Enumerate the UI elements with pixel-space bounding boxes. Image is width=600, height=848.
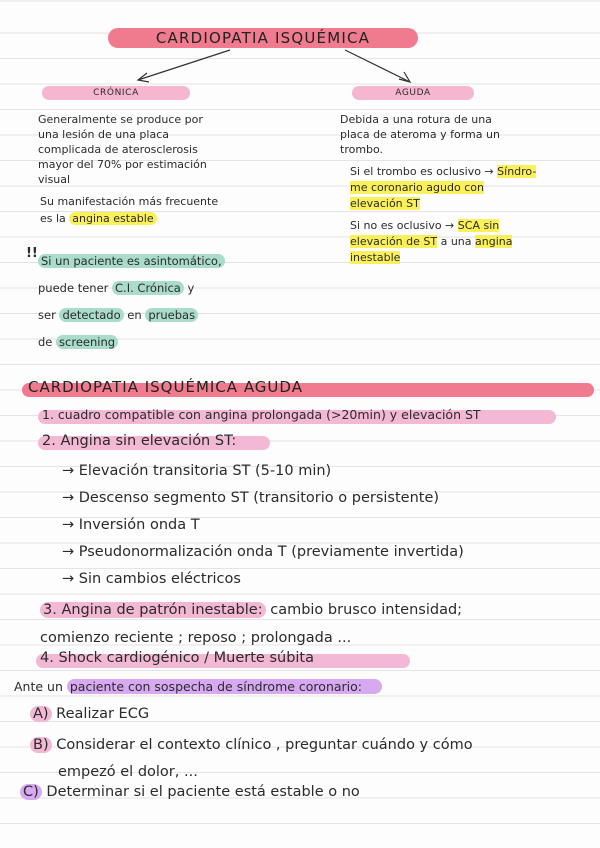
step-b-line2: empezó el dolor, ... xyxy=(58,764,198,780)
cronica-description xyxy=(38,112,207,187)
step-c-text: Determinar si el paciente está estable o no xyxy=(41,784,360,800)
aguda-item-no-oclusivo xyxy=(350,218,512,266)
aguda-item1-line2 xyxy=(350,180,536,196)
aguda-item-oclusivo xyxy=(350,164,536,212)
aguda-item2-text: Si no es oclusivo → xyxy=(350,219,458,232)
sca-highlight: Síndro- xyxy=(497,165,537,178)
acute-item-3-line1 xyxy=(40,596,462,624)
ante-paciente-line xyxy=(14,679,382,694)
sca-highlight: me coronario agudo con xyxy=(350,181,484,194)
step-a xyxy=(30,706,149,722)
acute-subitems xyxy=(62,458,464,593)
note-text: ser xyxy=(38,308,60,322)
step-b-line1 xyxy=(30,732,473,759)
note-text: de xyxy=(38,335,57,349)
angina-highlight: inestable xyxy=(350,251,401,264)
cronica-text-line: visual xyxy=(38,173,71,186)
aguda-text-line: trombo. xyxy=(340,143,384,156)
aguda-item1-line3 xyxy=(350,196,536,212)
step-c-label: C) xyxy=(20,784,42,800)
step-b xyxy=(30,732,473,786)
cronica-note xyxy=(38,248,225,356)
note-text: puede tener xyxy=(38,281,113,295)
cronica-manifestation xyxy=(40,193,218,227)
subitem: → Descenso segmento ST (transitorio o persistente) xyxy=(62,490,440,506)
item3-highlight: 3. Angina de patrón inestable: xyxy=(40,602,266,618)
aguda-label xyxy=(352,86,474,100)
page-title-text: CARDIOPATIA ISQUÉMICA xyxy=(155,29,371,47)
cronica-text-line: una lesión de una placa xyxy=(38,128,169,141)
cronica-manifestation-line2 xyxy=(40,210,218,227)
note-line-3 xyxy=(38,302,225,329)
note-text: en xyxy=(123,308,146,322)
acute-item-3 xyxy=(40,596,462,652)
arrow-left xyxy=(138,50,230,80)
aguda-item2-line3 xyxy=(350,250,512,266)
acute-item-2: 2. Angina sin elevación ST: xyxy=(42,433,237,449)
aguda-text-line: Debida a una rotura de una xyxy=(340,113,492,126)
ante-highlight: paciente con sospecha de síndrome coronario: xyxy=(67,679,382,694)
cronica-manifestation-pre: es la xyxy=(40,212,70,225)
angina-highlight: angina xyxy=(475,235,513,248)
ante-pre: Ante un xyxy=(14,679,67,694)
step-b-text: Considerar el contexto clínico , preguntar cuándo y cómo xyxy=(51,737,473,753)
aguda-item1-text: Si el trombo es oclusivo → xyxy=(350,165,498,178)
cronica-label xyxy=(42,86,190,100)
cronica-label-text: CRÓNICA xyxy=(93,88,139,98)
note-highlight: Si un paciente es asintomático, xyxy=(38,254,225,268)
aguda-item2-line1 xyxy=(350,218,512,234)
acute-item-1: 1. cuadro compatible con angina prolongada (>20min) y elevación ST xyxy=(42,407,481,422)
note-highlight: C.I. Crónica xyxy=(112,281,184,295)
aguda-description xyxy=(340,112,500,157)
aguda-item2-text: a una xyxy=(437,235,476,248)
note-marker: !! xyxy=(26,246,38,261)
angina-estable-highlight: angina estable xyxy=(69,212,156,225)
step-c xyxy=(20,784,360,800)
note-highlight: detectado xyxy=(59,308,123,322)
note-line-4 xyxy=(38,329,225,356)
subitem: → Elevación transitoria ST (5-10 min) xyxy=(62,463,332,479)
acute-item-3-line2: comienzo reciente ; reposo ; prolongada ... xyxy=(40,630,352,646)
note-line-2 xyxy=(38,275,225,302)
section-aguda-title: CARDIOPATIA ISQUÉMICA AGUDA xyxy=(28,378,303,396)
aguda-label-text: AGUDA xyxy=(395,88,431,98)
cronica-text-line: complicada de aterosclerosis xyxy=(38,143,198,156)
note-highlight: screening xyxy=(56,335,118,349)
subitem: → Sin cambios eléctricos xyxy=(62,571,241,587)
item3-text: cambio brusco intensidad; xyxy=(265,602,463,618)
page-title xyxy=(108,28,418,48)
subitem: → Pseudonormalización onda T (previamente invertida) xyxy=(62,544,464,560)
sca-sin-highlight: SCA sin xyxy=(457,219,500,232)
cronica-text-line: mayor del 70% por estimación xyxy=(38,158,207,171)
aguda-item1-line1 xyxy=(350,164,536,180)
step-a-text: Realizar ECG xyxy=(51,706,150,722)
aguda-text-line: placa de ateroma y forma un xyxy=(340,128,500,141)
acute-item-4: 4. Shock cardiogénico / Muerte súbita xyxy=(40,650,314,666)
subitem: → Inversión onda T xyxy=(62,517,200,533)
note-text: y xyxy=(183,281,195,295)
step-a-label: A) xyxy=(30,706,52,722)
note-highlight: pruebas xyxy=(145,308,198,322)
cronica-manifestation-line1: Su manifestación más frecuente xyxy=(40,195,219,208)
aguda-item2-line2 xyxy=(350,234,512,250)
note-line-1 xyxy=(38,248,225,275)
step-b-label: B) xyxy=(30,737,52,753)
cronica-text-line: Generalmente se produce por xyxy=(38,113,203,126)
arrow-right xyxy=(345,50,410,82)
sca-sin-highlight: elevación de ST xyxy=(350,235,438,248)
sca-highlight: elevación ST xyxy=(350,197,420,210)
